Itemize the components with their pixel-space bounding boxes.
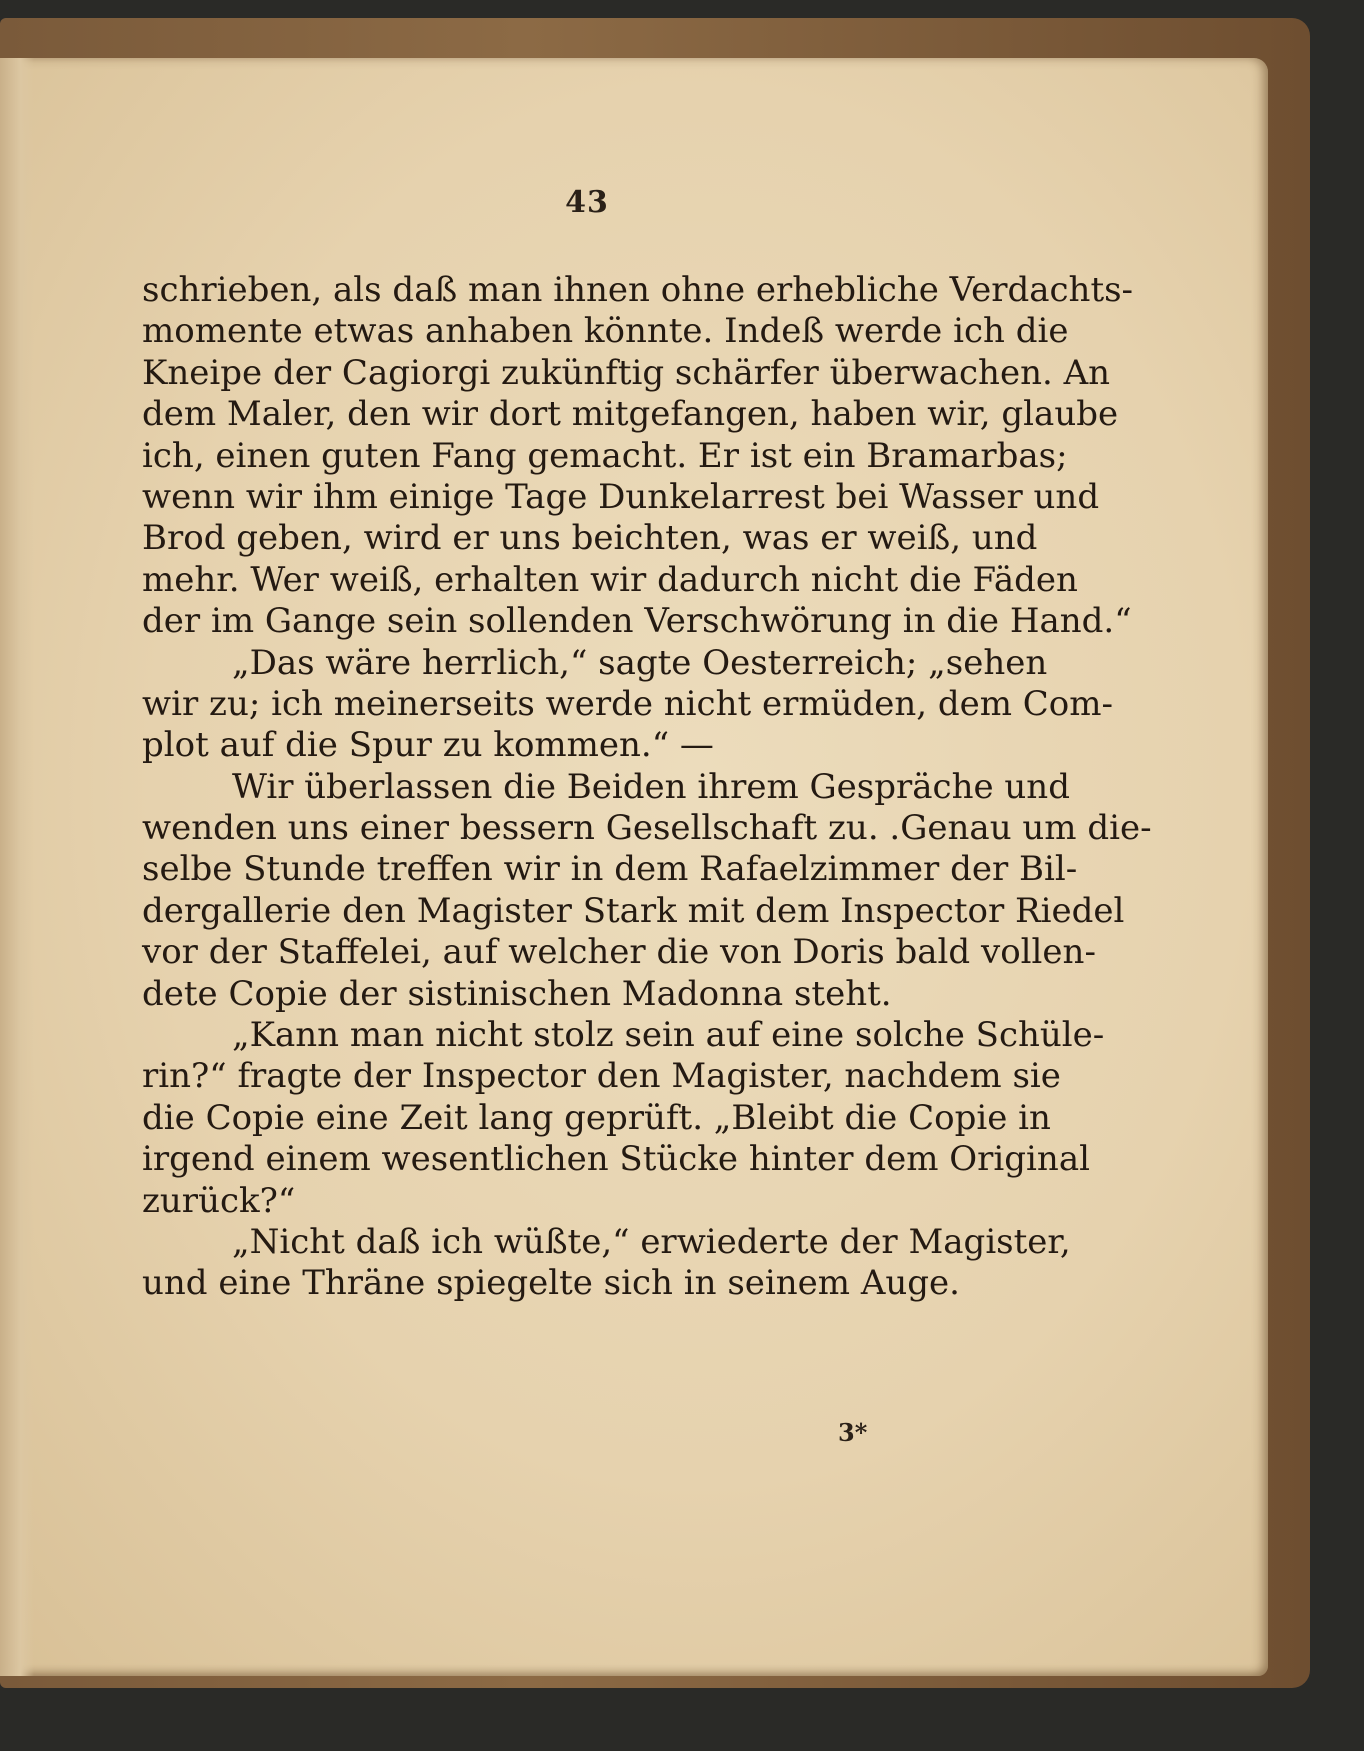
text-line: der im Gange sein sollenden Verschwörung in die Hand.“ <box>142 601 1132 642</box>
text-line: irgend einem wesentlichen Stücke hinter dem Original <box>142 1139 1090 1180</box>
signature-mark: 3* <box>838 1418 868 1447</box>
text-line: wenn wir ihm einige Tage Dunkelarrest bei Wasser und <box>142 476 1100 517</box>
page-gutter <box>0 58 34 1676</box>
text-line: vor der Staffelei, auf welcher die von Doris bald vollen- <box>142 932 1096 973</box>
text-line: dergallerie den Magister Stark mit dem Inspector Riedel <box>142 890 1125 931</box>
text-line: rin?“ fragte der Inspector den Magister, nachdem sie <box>142 1056 1061 1097</box>
page-number: 43 <box>565 185 609 220</box>
text-line: mehr. Wer weiß, erhalten wir dadurch nicht die Fäden <box>142 559 1078 600</box>
text-line: die Copie eine Zeit lang geprüft. „Bleibt die Copie in <box>142 1097 1051 1138</box>
text-line: wir zu; ich meinerseits werde nicht ermüden, dem Com- <box>142 683 1114 724</box>
text-line: dem Maler, den wir dort mitgefangen, haben wir, glaube <box>142 394 1119 435</box>
text-line: Wir überlassen die Beiden ihrem Gespräche und <box>232 766 1070 807</box>
text-line: wenden uns einer bessern Gesellschaft zu. .Genau um die- <box>142 808 1152 849</box>
text-line: ich, einen guten Fang gemacht. Er ist ein Bramarbas; <box>142 435 1068 476</box>
text-line: und eine Thräne spiegelte sich in seinem Auge. <box>142 1263 960 1304</box>
text-line: „Das wäre herrlich,“ sagte Oesterreich; „sehen <box>232 642 1048 683</box>
body-text <box>142 270 1152 1305</box>
text-line: plot auf die Spur zu kommen.“ — <box>142 725 714 766</box>
text-line: zurück?“ <box>142 1180 296 1221</box>
text-line: schrieben, als daß man ihnen ohne erhebliche Verdachts- <box>142 270 1134 310</box>
text-line: selbe Stunde treffen wir in dem Rafaelzimmer der Bil- <box>142 849 1078 890</box>
text-line: dete Copie der sistinischen Madonna steht. <box>142 973 892 1014</box>
text-line: „Nicht daß ich wüßte,“ erwiederte der Magister, <box>232 1221 1071 1262</box>
text-line: momente etwas anhaben könnte. Indeß werde ich die <box>142 311 1069 352</box>
text-line: Brod geben, wird er uns beichten, was er weiß, und <box>142 518 1038 559</box>
text-line: Kneipe der Cagiorgi zukünftig schärfer überwachen. An <box>142 352 1111 393</box>
text-line: „Kann man nicht stolz sein auf eine solche Schüle- <box>232 1015 1105 1056</box>
